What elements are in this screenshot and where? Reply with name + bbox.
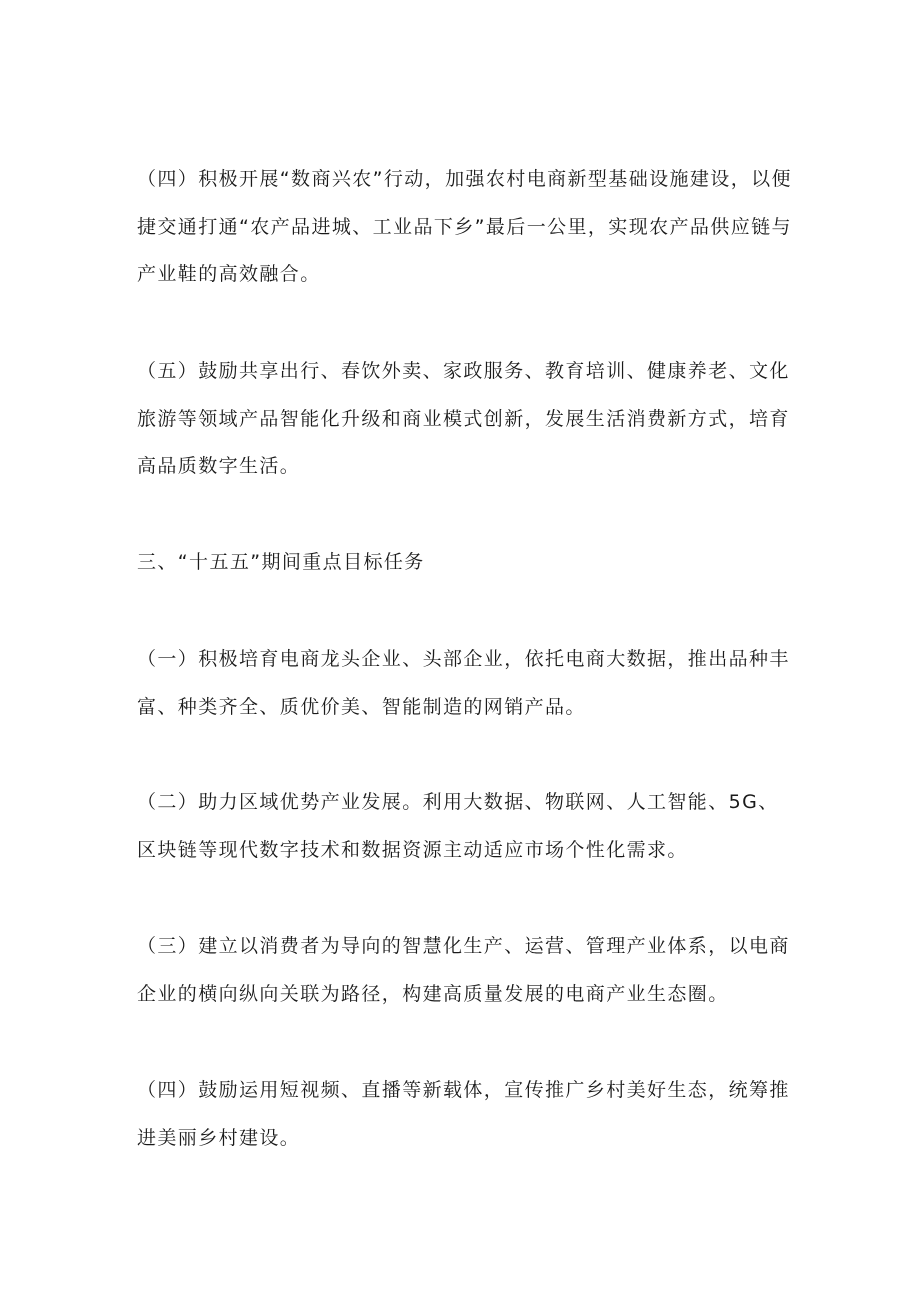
paragraph-beautiful-villages: （四）鼓励运用短视频、直播等新载体，宣传推广乡村美好生态，统筹推进美丽乡村建设。 [137, 1079, 790, 1149]
paragraph-rural-ecommerce: （四）积极开展“数商兴农”行动，加强农村电商新型基础设施建设，以便捷交通打通“农产品进城、工业品下乡”最后一公里，实现农产品供应链与产业鞋的高效融合。 [137, 168, 792, 285]
paragraph-digital-life: （五）鼓励共享出行、春饮外卖、家政服务、教育培训、健康养老、文化旅游等领域产品智能化升级和商业模式创新，发展生活消费新方式，培育高品质数字生活。 [137, 360, 790, 477]
paragraph-smart-production: （三）建立以消费者为导向的智慧化生产、运营、管理产业体系，以电商企业的横向纵向关联为路径，构建高质量发展的电商产业生态圈。 [137, 935, 790, 1005]
paragraph-leading-enterprises: （一）积极培育电商龙头企业、头部企业，依托电商大数据，推出品种丰富、种类齐全、质优价美、智能制造的网销产品。 [137, 648, 790, 718]
paragraph-regional-industry: （二）助力区域优势产业发展。利用大数据、物联网、人工智能、5G、区块链等现代数字技术和数据资源主动适应市场个性化需求。 [137, 791, 779, 861]
section-heading: 三、“十五五”期间重点目标任务 [137, 551, 425, 573]
